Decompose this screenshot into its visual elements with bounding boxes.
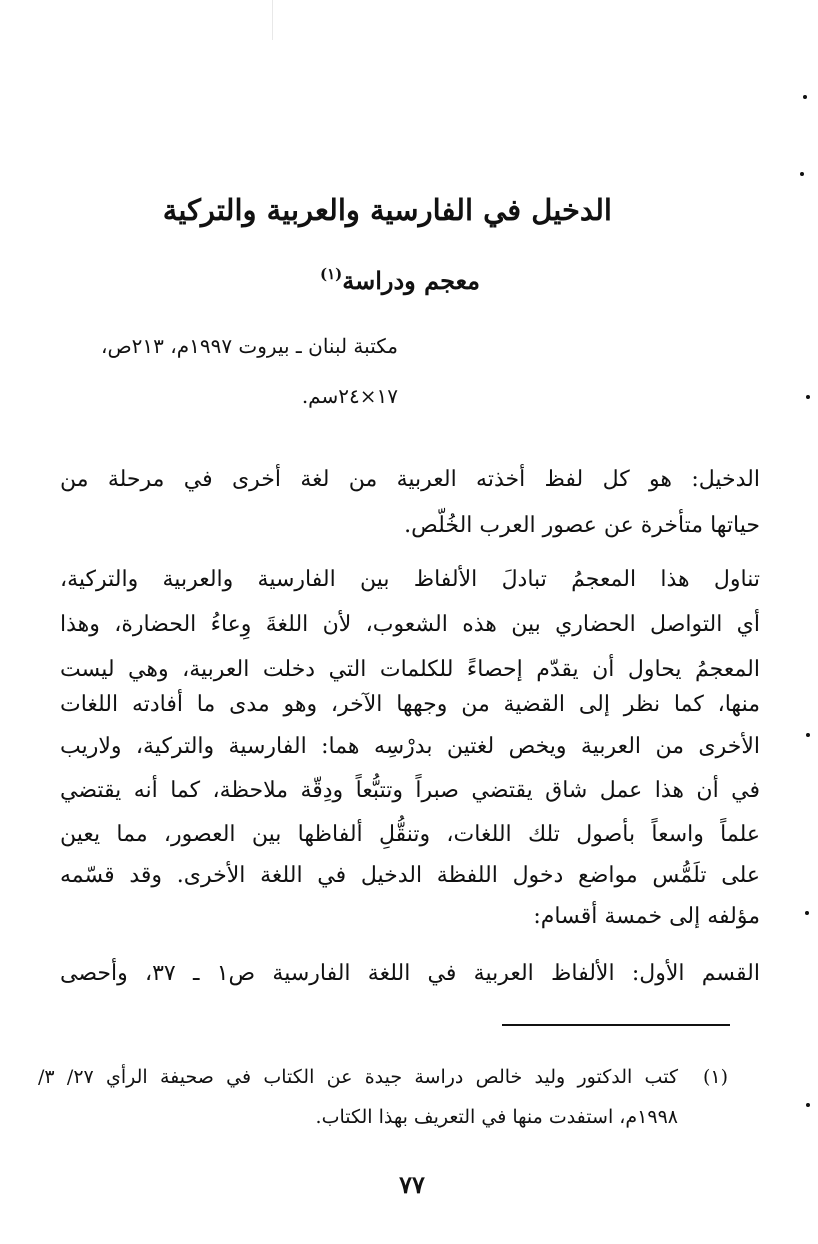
footnote-text-line: ١٩٩٨م، استفدت منها في التعريف بهذا الكتاب.	[315, 1106, 678, 1128]
scan-speck	[803, 95, 807, 99]
scan-speck	[806, 1103, 810, 1107]
footnote-text-line: كتب الدكتور وليد خالص دراسة جيدة عن الكتاب في صحيفة الرأي ٢٧/ ٣/	[38, 1066, 678, 1088]
body-text-line: أي التواصل الحضاري بين هذه الشعوب، لأن اللغةَ وِعاءُ الحضارة، وهذا	[60, 612, 760, 637]
subtitle-text: معجم ودراسة	[342, 266, 480, 295]
body-text-line: القسم الأول: الألفاظ العربية في اللغة الفارسية ص١ ـ ٣٧، وأحصى	[60, 961, 760, 986]
scan-speck	[805, 911, 809, 915]
page-fold-shadow	[272, 0, 273, 40]
body-text-line: منها، كما نظر إلى القضية من وجهها الآخر، وهو مدى ما أفادته اللغات	[60, 692, 760, 717]
body-text-line: في أن هذا عمل شاق يقتضي صبراً وتتبُّعاً ودِقّة ملاحظة، كما أنه يقتضي	[60, 778, 760, 803]
scan-speck	[806, 395, 810, 399]
page-number: ٧٧	[399, 1170, 425, 1199]
scan-speck	[800, 172, 804, 176]
publication-line: ١٧×٢٤سم.	[301, 384, 398, 408]
scan-speck	[806, 733, 810, 737]
body-text-line: على تلَمُّس مواضع دخول اللفظة الدخيل في اللغة الأخرى. وقد قسّمه	[60, 863, 760, 888]
body-text-line: علماً واسعاً بأصول تلك اللغات، وتنقُّلِ ألفاظها بين العصور، مما يعين	[60, 822, 760, 847]
body-text-line: مؤلفه إلى خمسة أقسام:	[533, 904, 760, 929]
page-title: الدخيل في الفارسية والعربية والتركية	[162, 193, 612, 227]
body-text-line: حياتها متأخرة عن عصور العرب الخُلّص.	[404, 513, 760, 538]
footnote-marker: (١)	[702, 1066, 728, 1088]
body-text-line: الدخيل: هو كل لفظ أخذته العربية من لغة أخرى في مرحلة من	[60, 467, 760, 492]
publication-line: مكتبة لبنان ـ بيروت ١٩٩٧م، ٢١٣ص،	[101, 334, 398, 358]
footnote-separator	[502, 1024, 730, 1026]
body-text-line: تناول هذا المعجمُ تبادلَ الألفاظ بين الفارسية والعربية والتركية،	[60, 567, 760, 592]
body-text-line: الأخرى من العربية ويخص لغتين بدرْسِه هما: الفارسية والتركية، ولاريب	[60, 734, 760, 759]
page-subtitle	[200, 254, 480, 301]
body-text-line: المعجمُ يحاول أن يقدّم إحصاءً للكلمات التي دخلت العربية، وهي ليست	[60, 657, 760, 682]
subtitle-footnote-ref: (١)	[319, 265, 343, 283]
